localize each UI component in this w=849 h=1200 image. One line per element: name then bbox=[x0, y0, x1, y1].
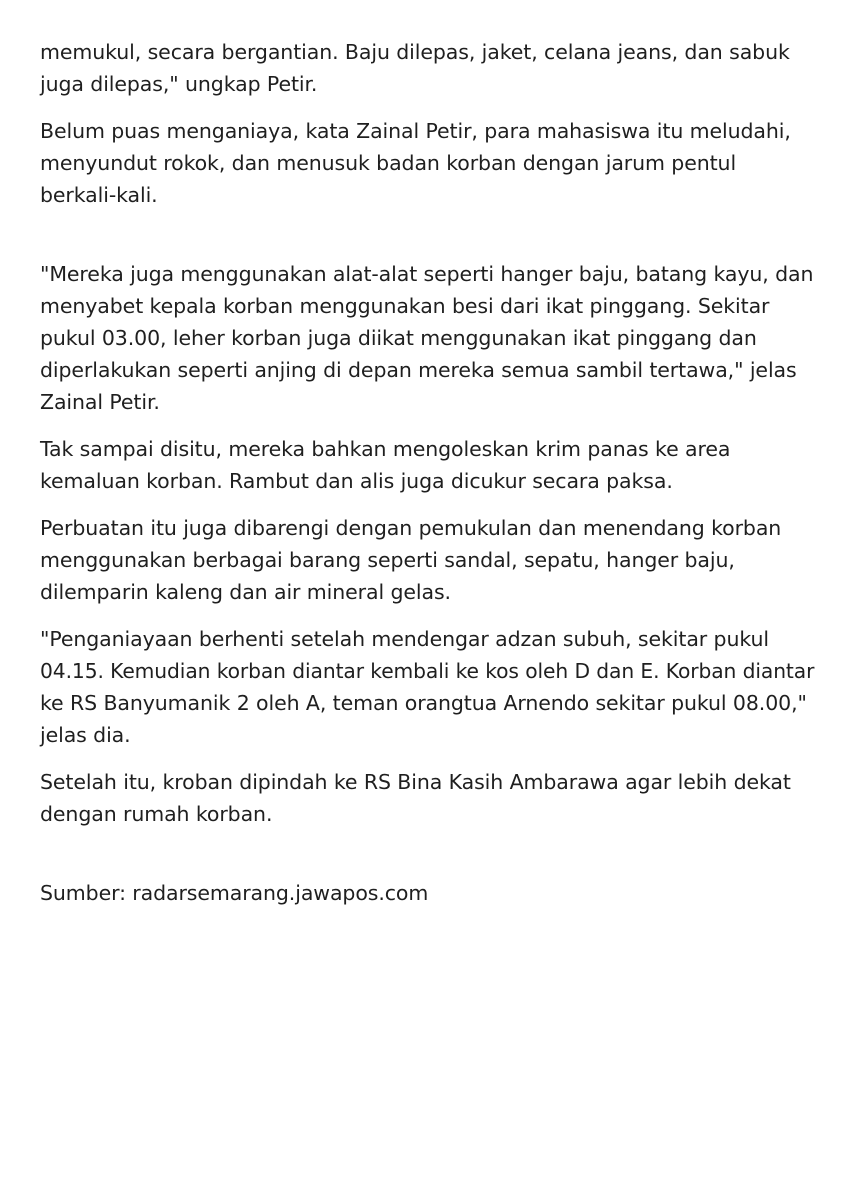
text-line: Zainal Petir. bbox=[40, 390, 160, 414]
text-line: menggunakan berbagai barang seperti sandal, sepatu, hanger baju, bbox=[40, 548, 735, 572]
text-line: "Mereka juga menggunakan alat-alat seperti hanger baju, batang kayu, dan bbox=[40, 262, 814, 286]
text-line: memukul, secara bergantian. Baju dilepas, jaket, celana jeans, dan sabuk bbox=[40, 40, 790, 64]
paragraph-5 bbox=[40, 512, 815, 608]
article-body bbox=[40, 36, 815, 924]
source-credit bbox=[40, 877, 815, 909]
text-line: juga dilepas," ungkap Petir. bbox=[40, 72, 318, 96]
source-text: Sumber: radarsemarang.jawapos.com bbox=[40, 881, 429, 905]
text-line: Tak sampai disitu, mereka bahkan mengoleskan krim panas ke area bbox=[40, 437, 731, 461]
paragraph-4 bbox=[40, 433, 815, 497]
paragraph-6-quote bbox=[40, 623, 815, 751]
paragraph-2 bbox=[40, 115, 815, 211]
text-line: kemaluan korban. Rambut dan alis juga dicukur secara paksa. bbox=[40, 469, 673, 493]
text-line: jelas dia. bbox=[40, 723, 131, 747]
text-line: dengan rumah korban. bbox=[40, 802, 273, 826]
text-line: menyabet kepala korban menggunakan besi dari ikat pinggang. Sekitar bbox=[40, 294, 770, 318]
text-line: dilemparin kaleng dan air mineral gelas. bbox=[40, 580, 451, 604]
text-line: berkali-kali. bbox=[40, 183, 158, 207]
text-line: ke RS Banyumanik 2 oleh A, teman orangtua Arnendo sekitar pukul 08.00," bbox=[40, 691, 807, 715]
text-line: diperlakukan seperti anjing di depan mereka semua sambil tertawa," jelas bbox=[40, 358, 797, 382]
text-line: "Penganiayaan berhenti setelah mendengar adzan subuh, sekitar pukul bbox=[40, 627, 769, 651]
text-line: Perbuatan itu juga dibarengi dengan pemukulan dan menendang korban bbox=[40, 516, 782, 540]
paragraph-1 bbox=[40, 36, 815, 100]
paragraph-3-quote bbox=[40, 258, 815, 418]
text-line: menyundut rokok, dan menusuk badan korban dengan jarum pentul bbox=[40, 151, 737, 175]
text-line: Belum puas menganiaya, kata Zainal Petir, para mahasiswa itu meludahi, bbox=[40, 119, 791, 143]
text-line: pukul 03.00, leher korban juga diikat menggunakan ikat pinggang dan bbox=[40, 326, 757, 350]
paragraph-7 bbox=[40, 766, 815, 830]
text-line: Setelah itu, kroban dipindah ke RS Bina Kasih Ambarawa agar lebih dekat bbox=[40, 770, 791, 794]
text-line: 04.15. Kemudian korban diantar kembali ke kos oleh D dan E. Korban diantar bbox=[40, 659, 815, 683]
